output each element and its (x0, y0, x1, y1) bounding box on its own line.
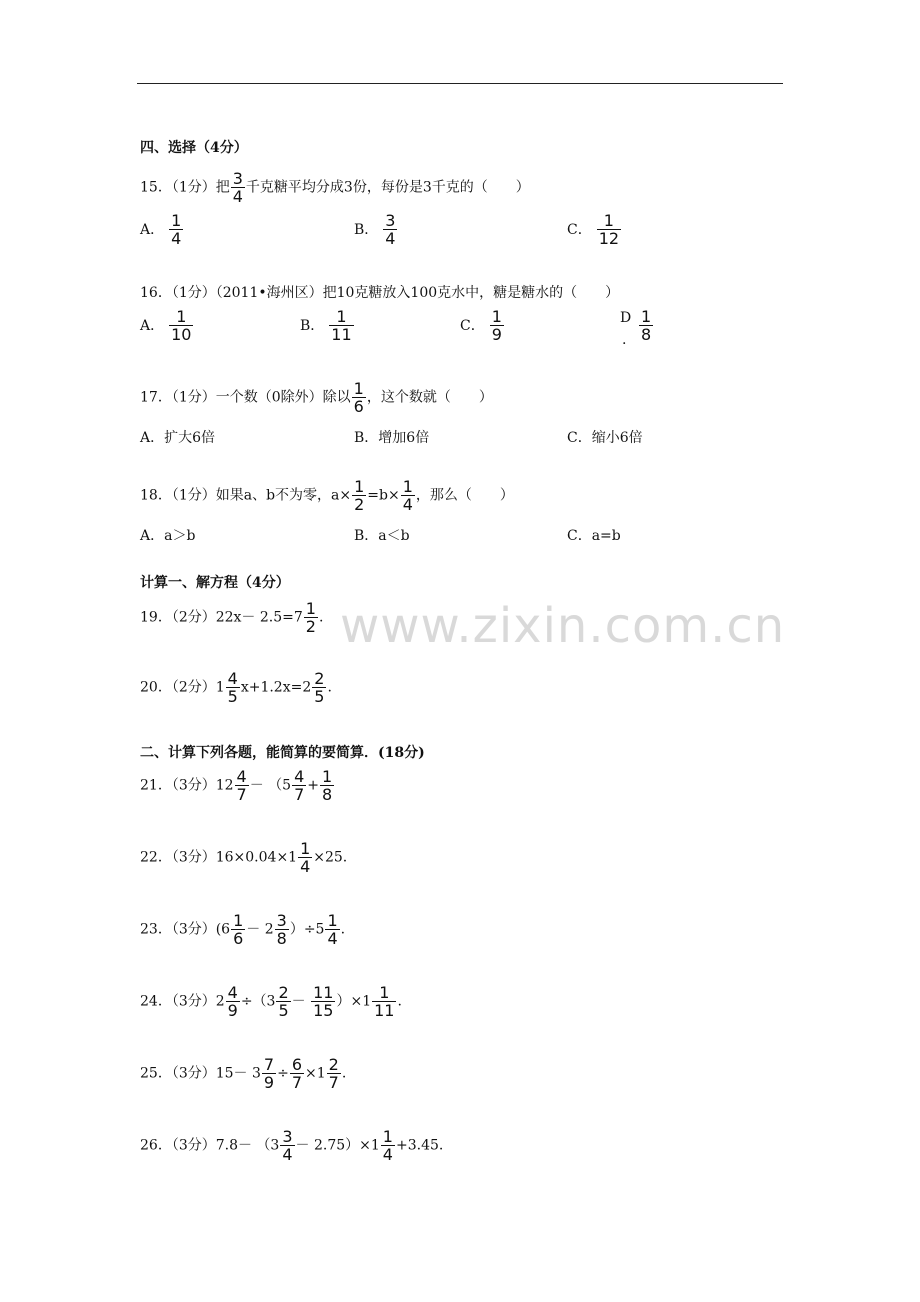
q15-option-c: C． $\frac{1}{12}$ (567, 211, 620, 248)
fraction-denominator: 8 (276, 929, 287, 948)
fraction (290, 1056, 304, 1091)
q15-option-a: A． $\frac{1}{4}$ (140, 211, 182, 248)
fraction-numerator: 4 (236, 767, 247, 786)
q23-prefix: 23．（3分）(6 (140, 921, 231, 938)
fraction-numerator: 1 (169, 308, 193, 326)
fraction-denominator: 5 (314, 687, 325, 706)
fraction-denominator: 2 (354, 495, 365, 514)
fraction-denominator: 4 (232, 187, 243, 206)
fraction-denominator: 9 (227, 1001, 238, 1020)
fraction-numerator: 1 (329, 308, 353, 326)
q20-prefix: 20．（2分）1 (140, 679, 225, 696)
fraction-numerator: 6 (291, 1055, 303, 1074)
q22-prefix: 22．（3分）16×0.04×1 (140, 849, 298, 866)
section-heading-choice: 四、选择（4分） (140, 140, 248, 156)
fraction-numerator: 1 (372, 984, 396, 1002)
q19-prefix: 19．（2分）22x－ 2.5=7 (140, 609, 303, 626)
fraction (235, 768, 249, 803)
q24-mid3: ）×1 (336, 993, 372, 1010)
q16-d-label: D (620, 310, 632, 326)
question-24 (140, 984, 402, 1019)
fraction (381, 1128, 395, 1163)
fraction (597, 212, 621, 247)
question-22 (140, 840, 347, 875)
q21-prefix: 21．（3分）12 (140, 777, 234, 794)
q20-mid: x+1.2x=2 (240, 679, 312, 696)
q18-option-a: A．a＞b (140, 528, 196, 544)
fraction-numerator: 1 (402, 477, 413, 496)
fraction-denominator: 15 (313, 1001, 334, 1020)
question-16: 16．（1分）（2011•海州区）把10克糖放入100克水中，糖是糖水的（ ） (140, 285, 620, 301)
q20-suffix: . (327, 679, 332, 696)
fraction-denominator: 9 (263, 1073, 275, 1092)
fraction-numerator: 2 (328, 1055, 339, 1074)
fraction (226, 984, 240, 1019)
fraction-numerator: 1 (354, 477, 365, 496)
fraction-denominator: 4 (171, 229, 182, 248)
q24-suffix: . (397, 993, 402, 1010)
q26-suffix: +3.45. (395, 1137, 444, 1154)
fraction-numerator: 1 (327, 911, 338, 930)
q17-option-b: B．增加6倍 (354, 430, 430, 446)
fraction-numerator: 3 (385, 211, 396, 230)
fraction (276, 984, 290, 1019)
q17-option-a: A．扩大6倍 (140, 430, 216, 446)
fraction (169, 212, 183, 247)
fraction (311, 984, 335, 1019)
fraction-denominator: 7 (291, 1073, 303, 1092)
q24-mid2: － (291, 993, 311, 1010)
fraction-denominator: 11 (331, 325, 352, 344)
q26-mid1: － 2.75）×1 (295, 1137, 380, 1154)
q16-option-c: C． $\frac{1}{9}$ (460, 307, 502, 344)
question-15 (140, 170, 530, 205)
fraction-numerator: 1 (491, 307, 502, 326)
fraction-numerator: 1 (233, 911, 244, 930)
fraction (320, 768, 334, 803)
fraction (298, 840, 312, 875)
q18-option-c: C．a=b (567, 528, 621, 544)
section-heading-calculations: 二、计算下列各题，能简算的要简算．(18分) (140, 745, 425, 761)
q23-mid2: ）÷5 (289, 921, 325, 938)
q23-suffix: . (340, 921, 346, 938)
fraction-numerator: 4 (227, 669, 238, 688)
fraction-numerator: 3 (276, 911, 287, 930)
q25-suffix: . (341, 1065, 347, 1082)
q18-suffix: ，那么（ ） (415, 487, 514, 504)
fraction (275, 912, 289, 947)
fraction-denominator: 9 (491, 325, 502, 344)
fraction-numerator: 7 (263, 1055, 275, 1074)
q16-d-dot: . (622, 332, 627, 348)
q21-mid1: － （5 (249, 777, 292, 794)
fraction-denominator: 4 (382, 1145, 393, 1164)
fraction-denominator: 5 (278, 1001, 289, 1020)
fraction-numerator: 2 (278, 983, 289, 1002)
q22-suffix: ×25. (313, 849, 348, 866)
q24-prefix: 24．（3分）2 (140, 993, 225, 1010)
fraction (327, 1056, 341, 1091)
fraction-denominator: 7 (294, 785, 305, 804)
fraction-denominator: 6 (233, 929, 244, 948)
fraction-denominator: 4 (402, 495, 413, 514)
watermark: www.zixin.com.cn (340, 598, 786, 654)
fraction-numerator: 1 (382, 1127, 393, 1146)
fraction-denominator: 8 (641, 325, 652, 344)
fraction-denominator: 5 (227, 687, 238, 706)
q25-mid2: ×1 (305, 1065, 326, 1082)
fraction (352, 478, 366, 513)
q19-suffix: . (318, 609, 324, 626)
question-21 (140, 768, 335, 803)
fraction (292, 768, 306, 803)
q15-prefix: 15．（1分）把 (140, 179, 230, 196)
q15-option-b: B． $\frac{3}{4}$ (354, 211, 396, 248)
q24-mid1: ÷（3 (240, 993, 276, 1010)
q23-mid1: － 2 (246, 921, 274, 938)
q16-option-a: A． $\frac{1}{10}$ (140, 307, 192, 344)
fraction-numerator: 1 (300, 839, 311, 858)
fraction-denominator: 6 (353, 397, 364, 416)
q25-mid1: ÷ (277, 1065, 289, 1082)
q17-prefix: 17．（1分）一个数（0除外）除以 (140, 389, 351, 406)
fraction (490, 308, 504, 343)
question-25 (140, 1056, 346, 1091)
fraction-numerator: 4 (294, 767, 305, 786)
fraction-numerator: 1 (597, 212, 621, 230)
question-23 (140, 912, 345, 947)
fraction (312, 670, 326, 705)
q26-prefix: 26．（3分）7.8－ （3 (140, 1137, 280, 1154)
fraction-numerator: 1 (171, 211, 182, 230)
fraction (169, 308, 193, 343)
fraction-denominator: 8 (322, 785, 333, 804)
q17-suffix: ，这个数就（ ） (366, 389, 493, 406)
fraction (401, 478, 415, 513)
q21-mid2: + (307, 777, 320, 794)
q15-suffix: 千克糖平均分成3份，每份是3千克的（ ） (245, 179, 530, 196)
fraction (325, 912, 339, 947)
q18-mid: =b× (367, 487, 400, 504)
fraction-numerator: 1 (353, 379, 364, 398)
fraction-denominator: 4 (385, 229, 396, 248)
fraction-denominator: 7 (236, 785, 247, 804)
fraction (639, 308, 653, 343)
q18-prefix: 18．（1分）如果a、b不为零，a× (140, 487, 352, 504)
question-19 (140, 600, 323, 635)
q18-option-b: B．a＜b (354, 528, 410, 544)
fraction (231, 912, 245, 947)
header-rule (137, 83, 783, 84)
fraction (383, 212, 397, 247)
q17-option-c: C．缩小6倍 (567, 430, 643, 446)
fraction-numerator: 4 (227, 983, 238, 1002)
fraction (372, 984, 396, 1019)
question-26 (140, 1128, 443, 1163)
fraction-numerator: 3 (282, 1127, 293, 1146)
q16-option-d (620, 307, 654, 348)
question-18 (140, 478, 514, 513)
fraction-numerator: 1 (322, 767, 333, 786)
section-heading-equations: 计算一、解方程（4分） (140, 575, 290, 591)
fraction (226, 670, 240, 705)
fraction-denominator: 12 (598, 229, 620, 248)
fraction (329, 308, 353, 343)
q25-prefix: 25．（3分）15－ 3 (140, 1065, 261, 1082)
fraction (304, 600, 318, 635)
fraction (231, 170, 245, 205)
q16-option-b: B． $\frac{1}{11}$ (300, 307, 352, 344)
fraction-denominator: 7 (328, 1073, 339, 1092)
fraction (262, 1056, 276, 1091)
fraction-numerator: 3 (232, 169, 243, 188)
question-17 (140, 380, 493, 415)
fraction (352, 380, 366, 415)
fraction-denominator: 10 (171, 325, 192, 344)
fraction-numerator: 1 (305, 599, 316, 618)
fraction-numerator: 2 (314, 669, 325, 688)
fraction-denominator: 4 (282, 1145, 293, 1164)
fraction-denominator: 11 (374, 1001, 395, 1020)
fraction-denominator: 4 (327, 929, 338, 948)
question-20 (140, 670, 332, 705)
fraction (280, 1128, 294, 1163)
fraction-denominator: 4 (300, 857, 311, 876)
fraction-denominator: 2 (305, 617, 316, 636)
fraction-numerator: 1 (641, 307, 652, 326)
fraction-numerator: 11 (313, 983, 334, 1002)
